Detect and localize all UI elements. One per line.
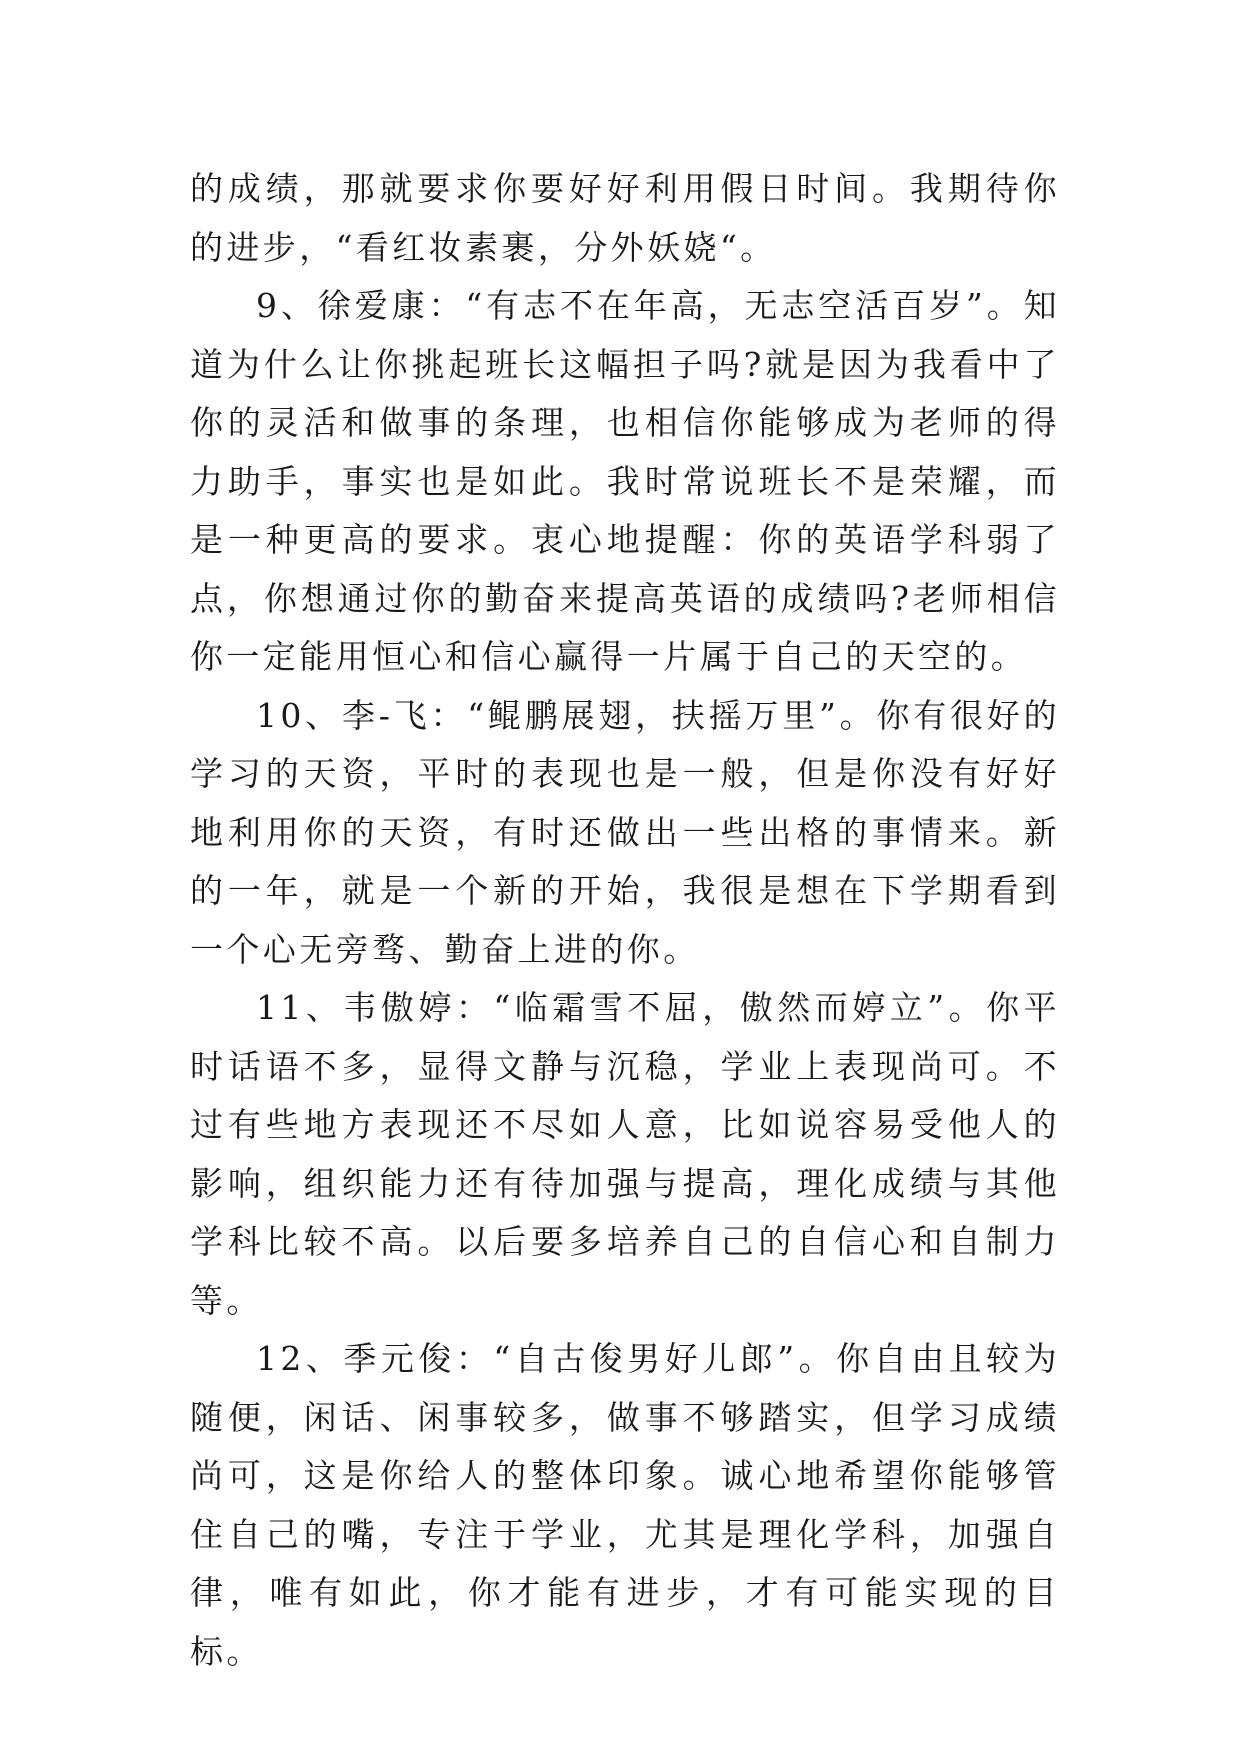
paragraph-comment-10: 10、李-飞：“鲲鹏展翅，扶摇万里”。你有很好的学习的天资，平时的表现也是一般，但是你没有好好地利用你的天资，有时还做出一些出格的事情来。新的一年，就是一个新的开始，我很是想在下学期看到一个心无旁骛、勤奋上进的你。 — [190, 695, 1060, 969]
paragraph-comment-12: 12、季元俊：“自古俊男好儿郎”。你自由且较为随便，闲话、闲事较多，做事不够踏实，但学习成绩尚可，这是你给人的整体印象。诚心地希望你能够管住自己的嘴，专注于学业，尤其是理化学科，加强自律，唯有如此，你才能有进步，才有可能实现的目标。 — [190, 1339, 1060, 1671]
paragraph-comment-9: 9、徐爱康：“有志不在年高，无志空活百岁”。知道为什么让你挑起班长这幅担子吗?就是因为我看中了你的灵活和做事的条理，也相信你能够成为老师的得力助手，事实也是如此。我时常说班长不是荣耀，而是一种更高的要求。衷心地提醒：你的英语学科弱了点，你想通过你的勤奋来提高英语的成绩吗?老师相信你一定能用恒心和信心赢得一片属于自己的天空的。 — [190, 286, 1060, 676]
paragraph-continuation: 的成绩，那就要求你要好好利用假日时间。我期待你的进步，“看红妆素裹，分外妖娆“。 — [190, 169, 1060, 267]
paragraph-comment-11: 11、韦傲婷：“临霜雪不屈，傲然而婷立”。你平时话语不多，显得文静与沉稳，学业上表现尚可。不过有些地方表现还不尽如人意，比如说容易受他人的影响，组织能力还有待加强与提高，理化成绩与其他学科比较不高。以后要多培养自己的自信心和自制力等。 — [190, 988, 1060, 1320]
document-body — [190, 160, 1060, 1681]
